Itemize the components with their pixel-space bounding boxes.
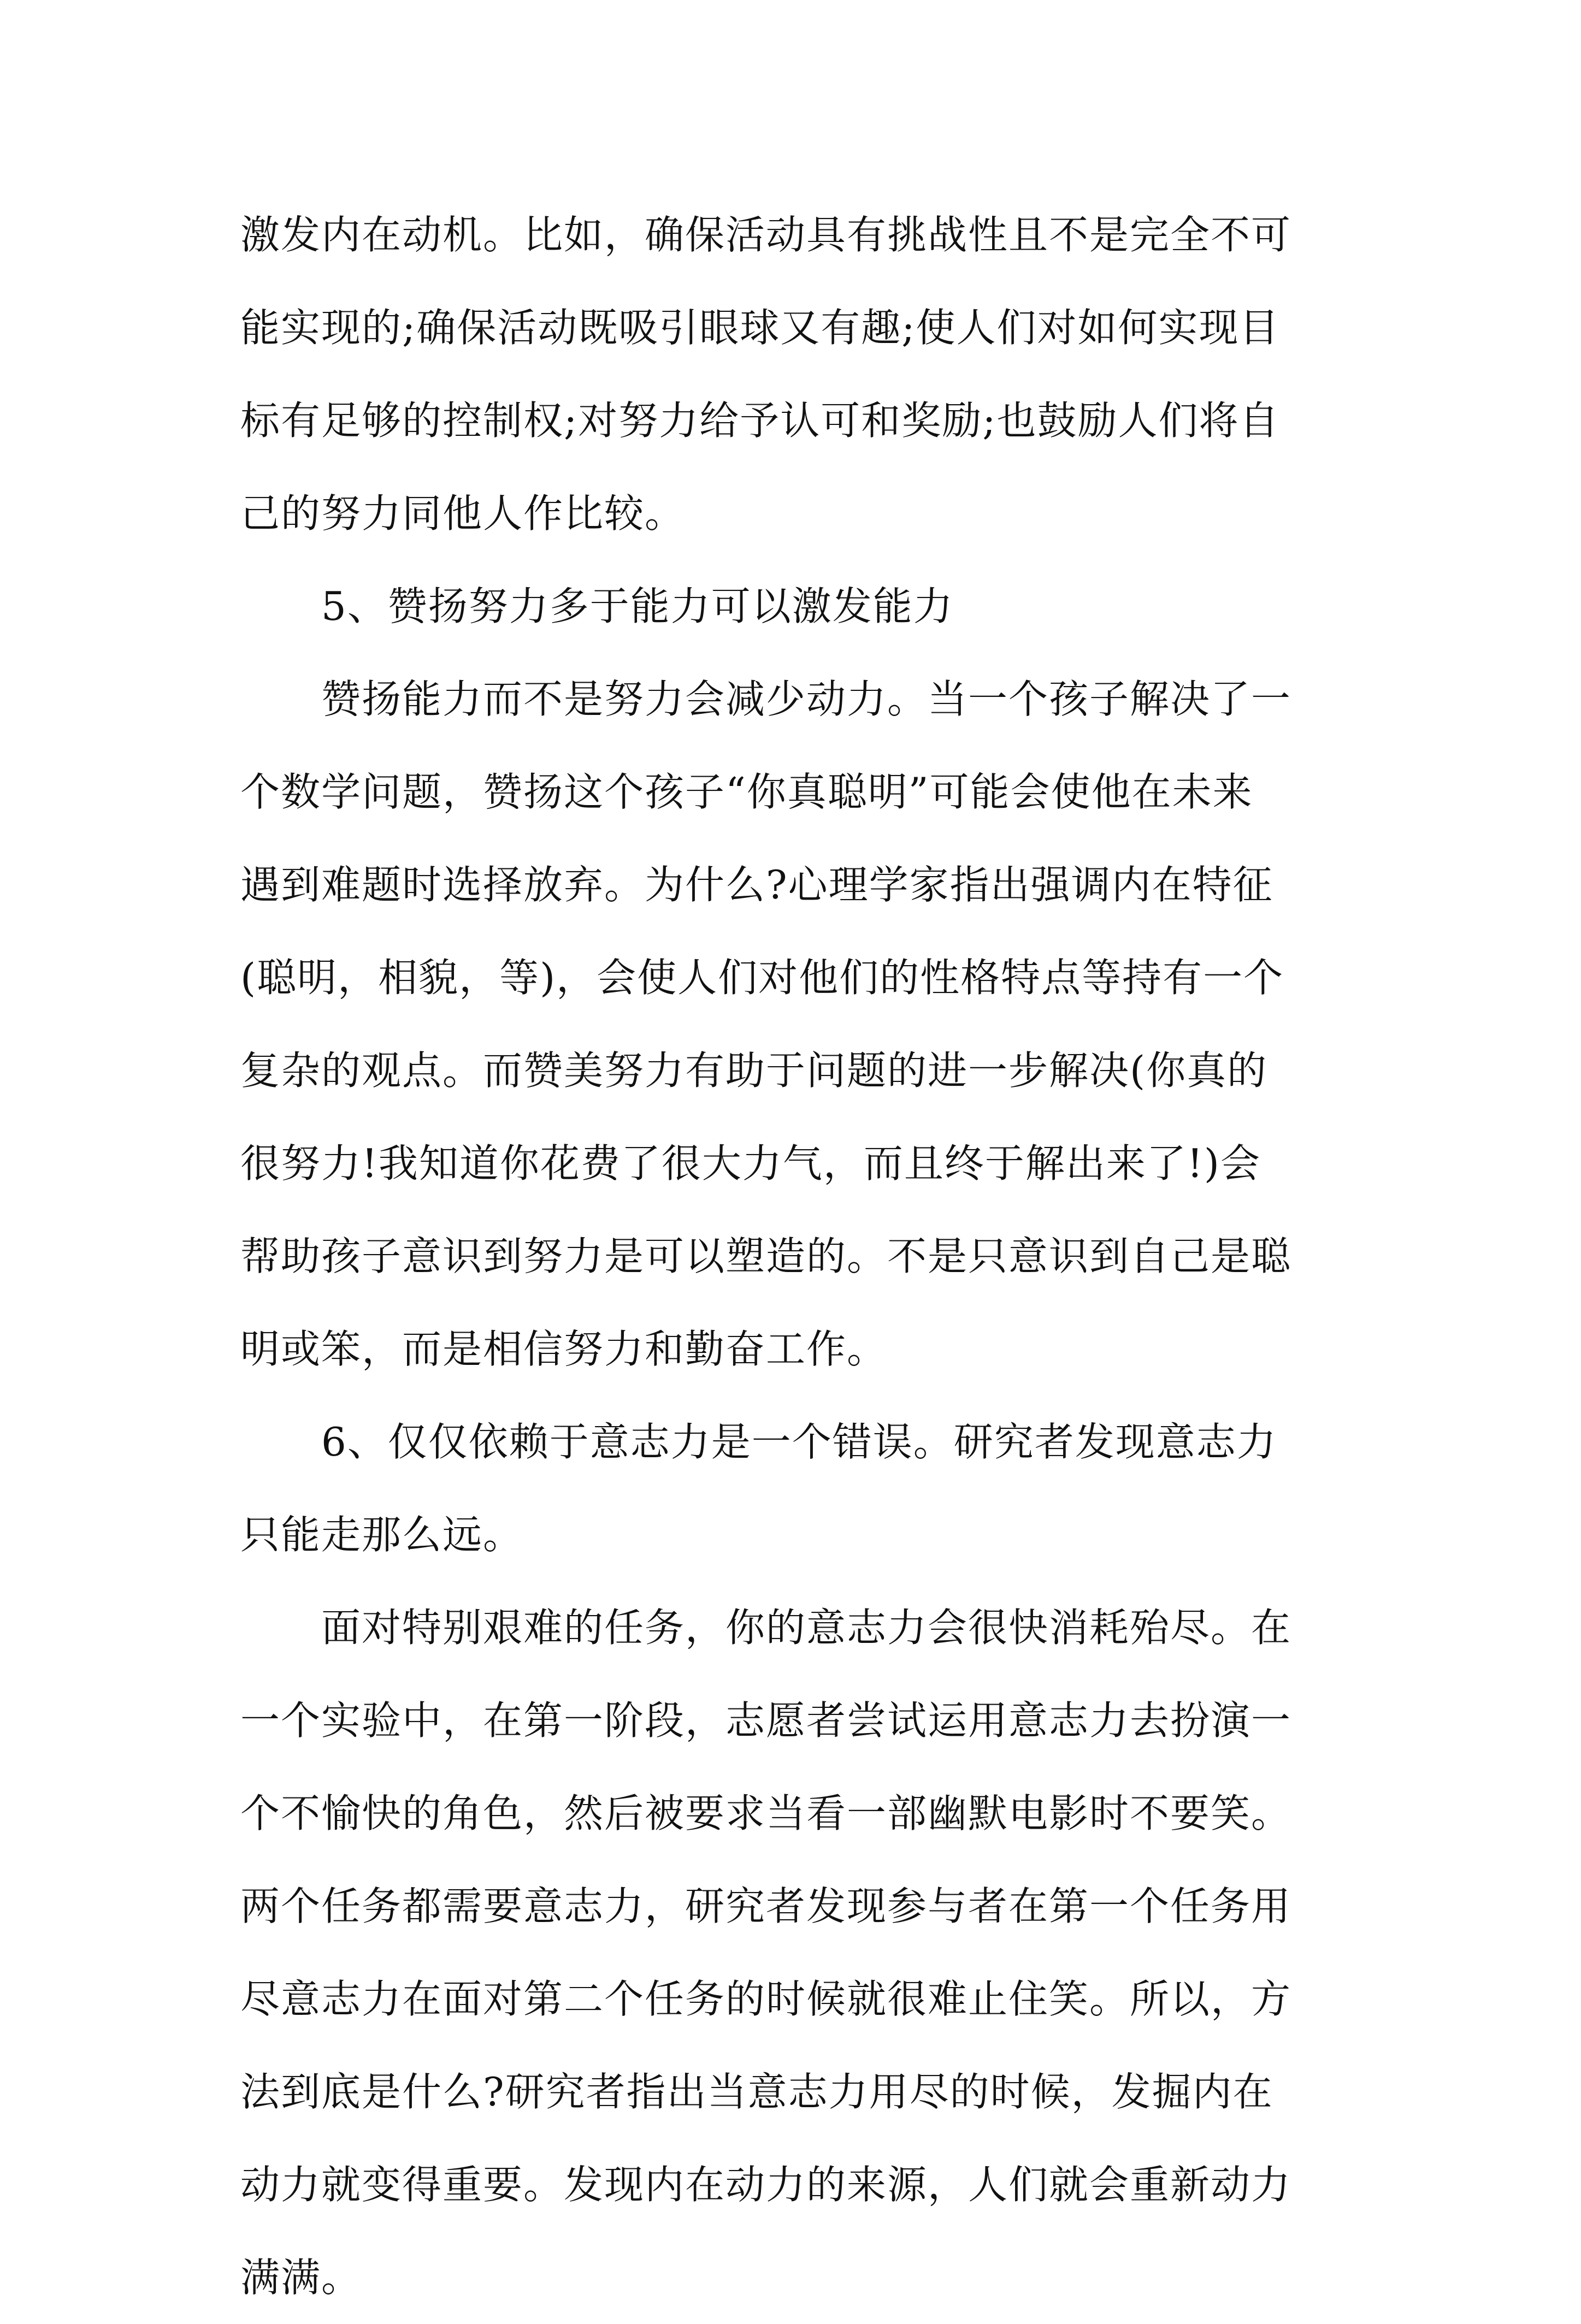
- text-line: 赞扬能力而不是努力会减少动力。当一个孩子解决了一: [321, 676, 1292, 722]
- text-line: 己的努力同他人作比较。: [240, 490, 686, 536]
- text-line: 标有足够的控制权;对努力给予认可和奖励;也鼓励人们将自: [240, 398, 1280, 443]
- section-heading: 6、仅仅依赖于意志力是一个错误。研究者发现意志力: [321, 1419, 1277, 1465]
- text-line: 动力就变得重要。发现内在动力的来源，人们就会重新动力: [240, 2162, 1292, 2208]
- text-line: (聪明，相貌，等)，会使人们对他们的性格特点等持有一个: [240, 955, 1284, 1001]
- section-heading: 5、赞扬努力多于能力可以激发能力: [321, 583, 954, 629]
- text-line: 个不愉快的角色，然后被要求当看一部幽默电影时不要笑。: [240, 1790, 1292, 1836]
- text-line: 满满。: [240, 2255, 362, 2301]
- text-line: 只能走那么远。: [240, 1512, 524, 1558]
- text-line: 一个实验中，在第一阶段，志愿者尝试运用意志力去扮演一: [240, 1698, 1292, 1743]
- text-line: 个数学问题，赞扬这个孩子“你真聪明”可能会使他在未来: [240, 769, 1253, 815]
- document-body: [240, 188, 1349, 2324]
- text-line: 明或笨，而是相信努力和勤奋工作。: [240, 1326, 888, 1372]
- text-line: 面对特别艰难的任务，你的意志力会很快消耗殆尽。在: [321, 1605, 1292, 1651]
- text-line: 能实现的;确保活动既吸引眼球又有趣;使人们对如何实现目: [240, 305, 1280, 351]
- text-line: 法到底是什么?研究者指出当意志力用尽的时候，发掘内在: [240, 2069, 1273, 2115]
- text-line: 尽意志力在面对第二个任务的时候就很难止住笑。所以，方: [240, 1976, 1292, 2022]
- text-line: 遇到难题时选择放弃。为什么?心理学家指出强调内在特征: [240, 862, 1273, 908]
- text-line: 复杂的观点。而赞美努力有助于问题的进一步解决(你真的: [240, 1048, 1268, 1093]
- text-line: 两个任务都需要意志力，研究者发现参与者在第一个任务用: [240, 1883, 1292, 1929]
- text-line: 很努力!我知道你花费了很大力气，而且终于解出来了!)会: [240, 1140, 1261, 1186]
- text-line: 帮助孩子意识到努力是可以塑造的。不是只意识到自己是聪: [240, 1233, 1292, 1279]
- text-line: 激发内在动机。比如，确保活动具有挑战性且不是完全不可: [240, 212, 1292, 258]
